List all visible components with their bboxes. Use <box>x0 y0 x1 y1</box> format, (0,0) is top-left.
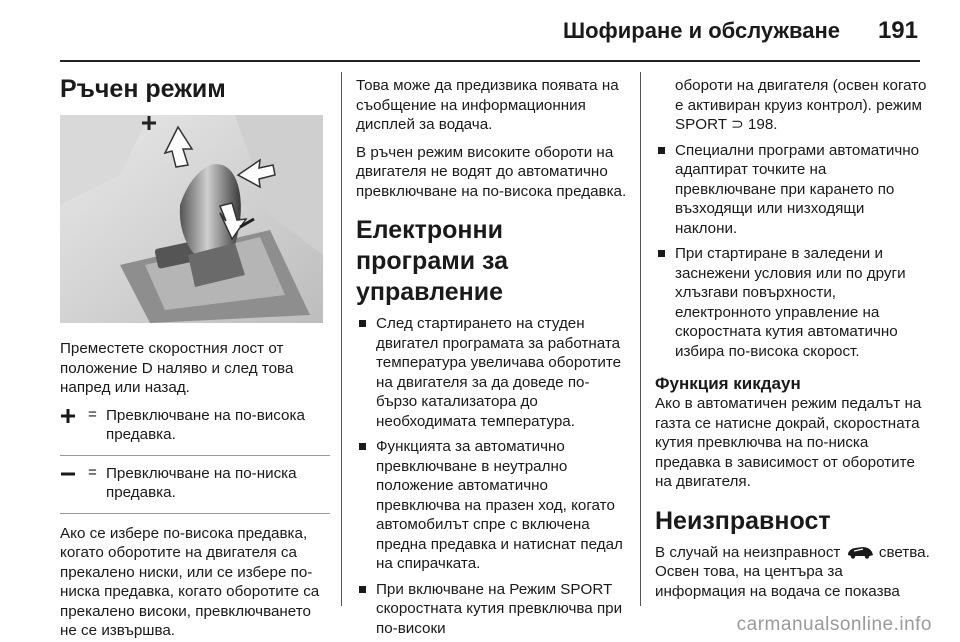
paragraph: Това може да предизвика появата на съобщение на информационния дисплей за водача. <box>356 77 619 133</box>
list-item: При включване на Режим SPORT скоростната кутия превключва при по-високи <box>356 580 628 639</box>
column-1 <box>60 74 330 641</box>
fault-paragraph: В случай на неизправност светва. Освен това, на центъра за информация на водача се показва <box>655 543 930 600</box>
page-header <box>0 0 960 60</box>
warning-paragraph: Ако се избере по-висока предавка, когато оборотите на двигателя са прекалено ниски, или се избере по-ниска предавка, когато оборотите са прекалено високи, превключването не се извършва. <box>60 524 320 639</box>
definition-text: Превключване на по-висока предавка. <box>106 406 305 443</box>
column-2 <box>356 74 628 638</box>
continuation-text: обороти на двигателя (освен когато е активиран круиз контрол). режим SPORT ⊃ 198. <box>675 77 927 133</box>
section-heading-fault: Неизправност <box>655 506 831 535</box>
bullet-list <box>356 314 628 638</box>
kickdown-paragraph: Ако в автоматичен режим педалът на газта се натисне докрай, скоростната кутия превключва на по-ниска предавка в зависимост от оборотите на двигателя. <box>655 395 922 490</box>
header-rule <box>60 60 920 62</box>
plus-icon <box>60 408 76 424</box>
definition-text: Превключване на по-ниска предавка. <box>106 464 297 501</box>
bullet-list <box>655 141 930 362</box>
definition-upshift <box>60 406 330 456</box>
list-item: Специални програми автоматично адаптират точките на превключване при карането по възходящи или низходящи наклони. <box>655 141 930 239</box>
gear-lever-photo <box>60 115 323 323</box>
list-item: Функцията за автоматично превключване в неутрално положение автоматично превключва на празен ход, когато автомобилът спре с включена предна предавка и натиснат педал на спирачката. <box>356 437 628 574</box>
minus-icon <box>60 466 76 482</box>
page-number: 191 <box>877 17 918 44</box>
list-item: След стартирането на студен двигател програмата за работната температура увеличава оборотите на двигателя за да доведе по-бързо катализатора до необходимата температура. <box>356 314 628 431</box>
column-divider <box>640 72 641 606</box>
paragraph: В ръчен режим високите обороти на двигателя не водят до автоматично превключване на по-висока предавка. <box>356 143 627 200</box>
column-3 <box>655 74 930 601</box>
column-divider <box>341 72 342 606</box>
section-heading-electronic-programs: Електронни програми за управление <box>356 216 509 306</box>
header-title: Шофиране и обслужване <box>562 18 840 43</box>
subheading-kickdown: Функция кикдаун <box>655 374 801 393</box>
watermark: carmanualsonline.info <box>736 614 932 635</box>
definition-downshift <box>60 464 330 514</box>
instruction-paragraph: Преместете скоростния лост от положение D наляво и след това напред или назад. <box>60 340 294 396</box>
list-item: При стартиране в заледени и заснежени условия или по други хлъзгави повърхности, електронното управление на скоростната кутия автоматично избира по-висока скорост. <box>655 244 930 361</box>
car-warning-icon <box>845 544 875 560</box>
equals-sign: = <box>88 405 97 423</box>
equals-sign: = <box>88 463 97 481</box>
section-heading-manual-mode: Ръчен режим <box>60 75 226 103</box>
